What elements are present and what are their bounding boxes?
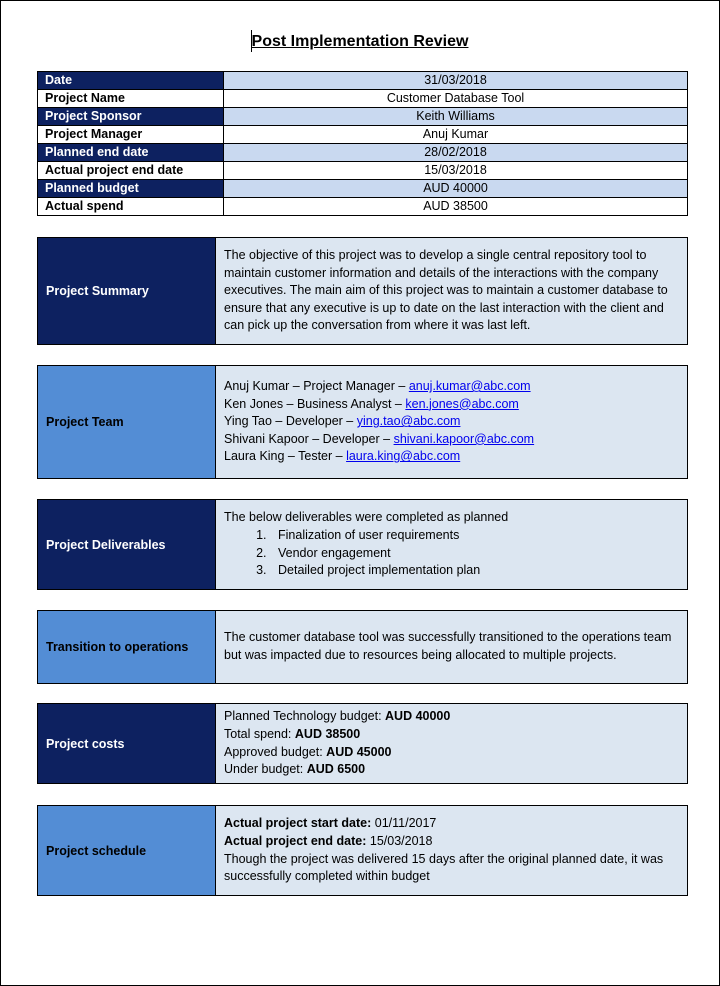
section-content[interactable] xyxy=(216,806,687,895)
section-label: Project Team xyxy=(38,366,216,478)
email-link[interactable]: laura.king@abc.com xyxy=(346,449,461,464)
cost-label: Under budget: xyxy=(224,762,307,777)
section-content[interactable] xyxy=(216,704,687,783)
team-member xyxy=(224,413,679,431)
details-label: Project Name xyxy=(38,90,224,108)
summary-text: The objective of this project was to develop a single central repository tool to maintain customer information and details of the interactions with the company executives. The main aim of this project was to maintain a customer database to ensure that any executive is up to date on the last interaction with the client and can pick up the conversation from where it was last left. xyxy=(224,248,668,333)
team-member-text: Ying Tao – Developer – xyxy=(224,414,357,429)
details-label: Date xyxy=(38,72,224,90)
section-label: Transition to operations xyxy=(38,611,216,683)
list-item: 3. Detailed project implementation plan xyxy=(270,562,679,580)
cost-line xyxy=(224,708,679,726)
details-value[interactable]: AUD 40000 xyxy=(224,180,688,198)
details-row-project-sponsor xyxy=(38,108,688,126)
email-link[interactable]: anuj.kumar@abc.com xyxy=(408,379,531,394)
team-member-text: Anuj Kumar – Project Manager – xyxy=(224,379,409,394)
schedule-start-label: Actual project start date: xyxy=(224,816,372,831)
details-value[interactable]: Customer Database Tool xyxy=(224,90,688,108)
email-link[interactable]: shivani.kapoor@abc.com xyxy=(393,431,535,446)
section-project-team xyxy=(37,365,688,479)
details-label: Project Manager xyxy=(38,126,224,144)
details-row-planned-budget xyxy=(38,180,688,198)
details-row-planned-end-date xyxy=(38,144,688,162)
section-label: Project schedule xyxy=(38,806,216,895)
details-label: Planned end date xyxy=(38,144,224,162)
section-content[interactable] xyxy=(216,238,687,344)
transition-text: The customer database tool was successfully transitioned to the operations team but was impacted due to resources being allocated to multiple projects. xyxy=(224,630,672,662)
team-member-text: Ken Jones – Business Analyst – xyxy=(224,396,406,411)
details-value[interactable]: 28/02/2018 xyxy=(224,144,688,162)
details-label: Actual spend xyxy=(38,198,224,216)
cost-value: AUD 45000 xyxy=(326,744,392,759)
details-value[interactable]: 31/03/2018 xyxy=(224,72,688,90)
details-row-actual-spend xyxy=(38,198,688,216)
deliverables-list xyxy=(224,527,679,580)
schedule-end xyxy=(224,833,679,851)
details-row-actual-end-date xyxy=(38,162,688,180)
deliverables-intro: The below deliverables were completed as planned xyxy=(224,510,509,525)
cost-label: Planned Technology budget: xyxy=(224,709,386,724)
section-content[interactable] xyxy=(216,500,687,589)
list-item: 2. Vendor engagement xyxy=(270,545,679,563)
cost-label: Approved budget: xyxy=(224,744,327,759)
cost-line xyxy=(224,761,679,779)
section-label: Project costs xyxy=(38,704,216,783)
details-row-date xyxy=(38,72,688,90)
team-member-text: Laura King – Tester – xyxy=(224,449,347,464)
details-label: Planned budget xyxy=(38,180,224,198)
details-value[interactable]: Keith Williams xyxy=(224,108,688,126)
cost-value: AUD 40000 xyxy=(385,709,451,724)
page-title: Post Implementation Review xyxy=(251,33,469,50)
cost-value: AUD 38500 xyxy=(294,726,361,741)
team-member xyxy=(224,378,679,396)
cost-value: AUD 6500 xyxy=(306,762,366,777)
section-project-deliverables xyxy=(37,499,688,590)
section-label: Project Summary xyxy=(38,238,216,344)
section-content[interactable] xyxy=(216,366,687,478)
section-project-summary xyxy=(37,237,688,345)
cost-label: Total spend: xyxy=(224,726,295,741)
list-item: 1. Finalization of user requirements xyxy=(270,527,679,545)
team-member xyxy=(224,431,679,449)
section-transition-to-operations xyxy=(37,610,688,684)
details-row-project-name xyxy=(38,90,688,108)
schedule-end-label: Actual project end date: xyxy=(224,833,367,848)
schedule-note: Though the project was delivered 15 days after the original planned date, it was successfully completed within budget xyxy=(224,851,664,884)
section-content[interactable] xyxy=(216,611,687,683)
details-label: Actual project end date xyxy=(38,162,224,180)
email-link[interactable]: ying.tao@abc.com xyxy=(356,414,461,429)
schedule-start xyxy=(224,815,679,833)
details-value[interactable]: 15/03/2018 xyxy=(224,162,688,180)
schedule-end-value: 15/03/2018 xyxy=(366,833,433,848)
team-member xyxy=(224,448,679,466)
details-row-project-manager xyxy=(38,126,688,144)
schedule-start-value: 01/11/2017 xyxy=(371,816,437,831)
email-link[interactable]: ken.jones@abc.com xyxy=(405,396,519,411)
cost-line xyxy=(224,744,679,762)
section-label: Project Deliverables xyxy=(38,500,216,589)
details-value[interactable]: AUD 38500 xyxy=(224,198,688,216)
section-project-schedule xyxy=(37,805,688,896)
section-project-costs xyxy=(37,703,688,784)
details-value[interactable]: Anuj Kumar xyxy=(224,126,688,144)
cost-line xyxy=(224,726,679,744)
details-label: Project Sponsor xyxy=(38,108,224,126)
project-details-table xyxy=(37,71,688,216)
team-member xyxy=(224,396,679,414)
team-member-text: Shivani Kapoor – Developer – xyxy=(224,431,394,446)
